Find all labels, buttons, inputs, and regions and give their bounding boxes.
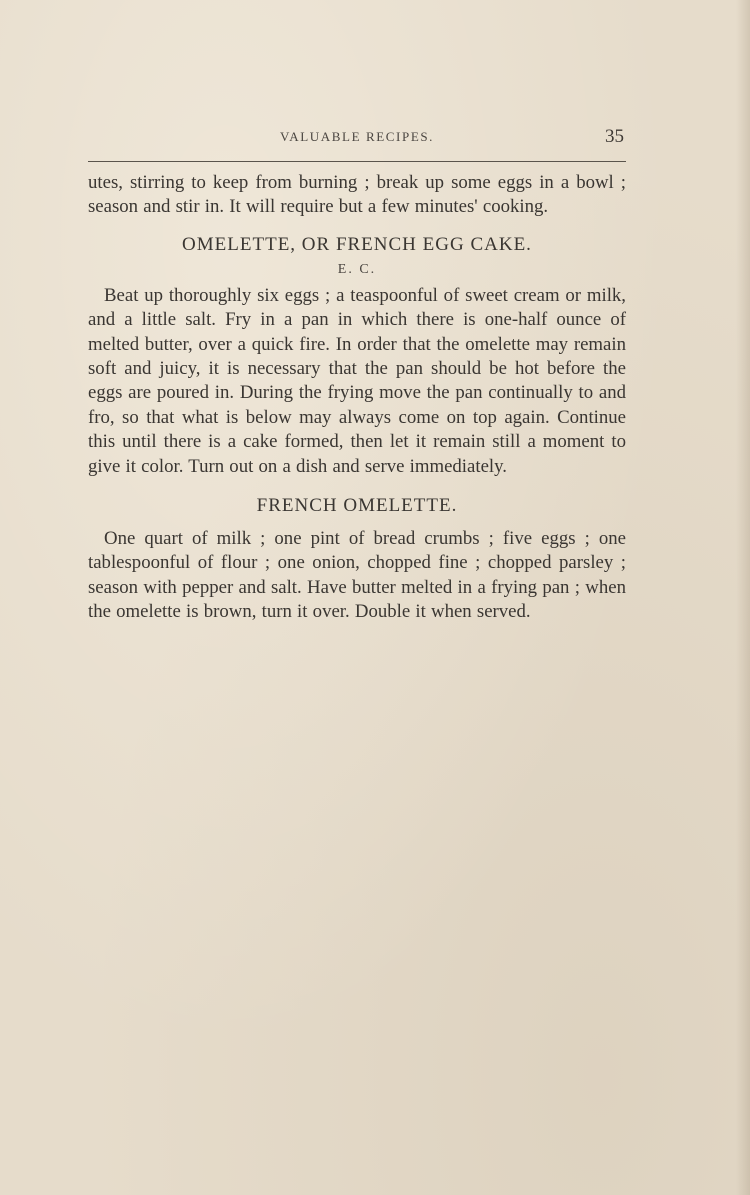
header-rule: [88, 161, 626, 162]
running-head: [88, 126, 626, 150]
running-head-title: VALUABLE RECIPES.: [279, 129, 435, 144]
recipe-text-french-omelette: One quart of milk ; one pint of bread crumbs ; five eggs ; one tablespoonful of flour ; one onion, chopped fine ; chopped parsley ; season with pepper and salt. Have butter melted in a frying pan ; when the omelette is brown, turn it over. Double it when served.: [88, 528, 626, 623]
page-number: 35: [605, 126, 624, 147]
recipe-title-omelette: OMELETTE, OR FRENCH EGG CAKE.: [182, 233, 532, 255]
recipe-author: E. C.: [337, 261, 377, 277]
continued-paragraph: utes, stirring to keep from burning ; break up some eggs in a bowl ; season and stir in. It will require but a few minutes' cooking.: [88, 172, 626, 218]
page-body: [88, 171, 626, 625]
recipe-title-french-omelette: FRENCH OMELETTE.: [256, 495, 458, 517]
recipe-text-omelette: Beat up thoroughly six eggs ; a teaspoonful of sweet cream or milk, and a little salt. Fry in a pan in which there is one-half ounce of melted butter, over a quick fire. In order that the omelette may remain soft and juicy, it is necessary that the pan should be hot before the eggs are poured in. During the frying move the pan continually to and fro, so that what is below may always come on top again. Continue this until there is a cake formed, then let it remain still a moment to give it color. Turn out on a dish and serve immediately.: [88, 284, 626, 477]
